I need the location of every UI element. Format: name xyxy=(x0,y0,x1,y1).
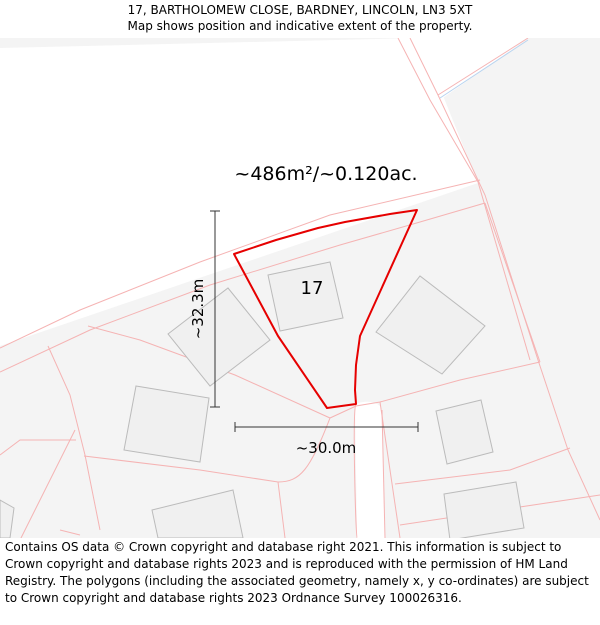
map-canvas[interactable] xyxy=(0,38,600,538)
map-header xyxy=(0,0,600,40)
building-southwest xyxy=(124,386,209,462)
map-subtitle: Map shows position and indicative extent of the property. xyxy=(127,19,473,33)
plot-number-label: 17 xyxy=(300,278,324,299)
height-label: ~32.3m xyxy=(189,278,207,340)
property-address: 17, BARTHOLOMEW CLOSE, BARDNEY, LINCOLN, LN3 5XT xyxy=(127,3,473,17)
attribution-text: Contains OS data © Crown copyright and database right 2021. This information is subject to Crown copyright and database rights 2023 and is reproduced with the permission of HM Land Registry. The polygons (including the associated geometry, namely x, y co-ordinates) are subject to Crown copyright and database rights 2023 Ordnance Survey 100026316. xyxy=(5,540,589,605)
area-label: ~486m²/~0.120ac. xyxy=(234,163,418,185)
map-svg xyxy=(0,38,600,538)
width-label: ~30.0m xyxy=(295,439,357,457)
copyright-notice xyxy=(5,539,597,607)
